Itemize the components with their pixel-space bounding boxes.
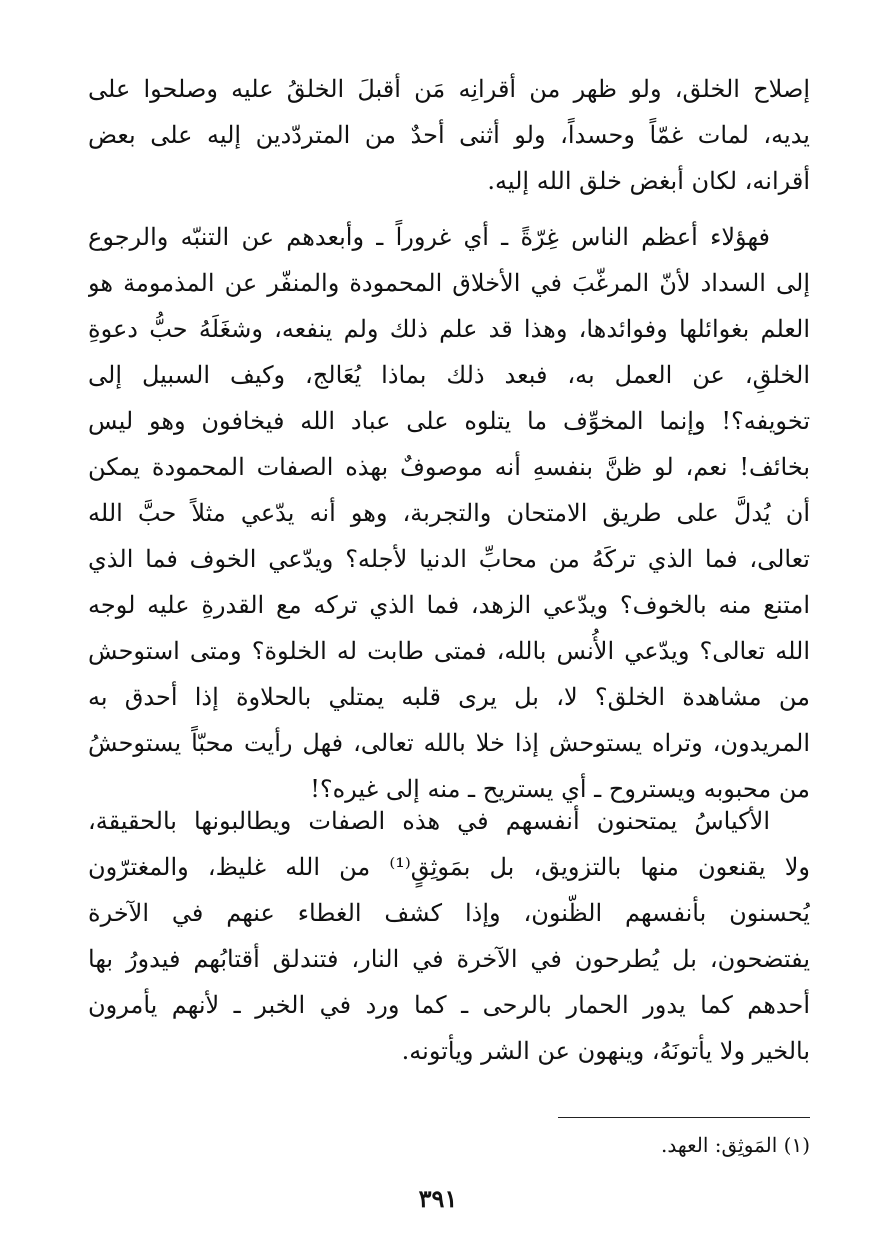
text-line: من مشاهدة الخلق؟ لا، بل يرى قلبه يمتلي بالحلاوة إذا أحدق به <box>88 683 810 711</box>
text-line: يديه، لمات غمّاً وحسداً، ولو أثنى أحدٌ من المتردّدين إليه على بعض <box>88 121 810 149</box>
text-line: بالخير ولا يأتونَهُ، وينهون عن الشر ويأتونه. <box>401 1037 810 1065</box>
text-line: من محبوبه ويستروح ـ أي يستريح ـ منه إلى غيره؟! <box>310 775 810 803</box>
text-line: امتنع منه بالخوف؟ ويدّعي الزهد، فما الذي تركه مع القدرةِ عليه لوجه <box>88 591 810 619</box>
text-line: إصلاح الخلق، ولو ظهر من أقرانِه مَن أقبلَ الخلقُ عليه وصلحوا على <box>88 75 810 103</box>
footnote-divider <box>558 1117 810 1118</box>
page-number: ٣٩١ <box>418 1184 458 1213</box>
text-line: أحدهم كما يدور الحمار بالرحى ـ كما ورد في الخبر ـ لأنهم يأمرون <box>88 991 810 1019</box>
text-line: فهؤلاء أعظم الناس غِرّةً ـ أي غروراً ـ وأبعدهم عن التنبّه والرجوع <box>88 223 770 251</box>
text-line: أقرانه، لكان أبغض خلق الله إليه. <box>487 167 810 195</box>
text-line: المريدون، وتراه يستوحش إذا خلا بالله تعالى، فهل رأيت محبّاً يستوحشُ <box>88 729 810 757</box>
text-line: تعالى، فما الذي تركَهُ من محابِّ الدنيا لأجله؟ ويدّعي الخوف فما الذي <box>88 545 810 573</box>
paragraph-2 <box>88 214 810 812</box>
text-line: يُحسنون بأنفسهم الظّنون، وإذا كشف الغطاء عنهم في الآخرة <box>88 899 810 927</box>
text-line: يفتضحون، بل يُطرحون في الآخرة في النار، فتندلق أقتابُهم فيدورُ بها <box>88 945 810 973</box>
paragraph-1 <box>88 66 810 204</box>
text-line: الله تعالى؟ ويدّعي الأُنس بالله، فمتى طابت له الخلوة؟ ومتى استوحش <box>88 637 810 665</box>
text-line: بخائف! نعم، لو ظنَّ بنفسهِ أنه موصوفٌ بهذه الصفات المحمودة يمكن <box>88 453 810 481</box>
text-line: الخلقِ، عن العمل به، فبعد ذلك بماذا يُعَالج، وكيف السبيل إلى <box>88 361 810 389</box>
text-line: الأكياسُ يمتحنون أنفسهم في هذه الصفات ويطالبونها بالحقيقة، <box>88 807 770 835</box>
footnote: (١) المَوثِق: العهد. <box>661 1133 810 1157</box>
text-line: أن يُدلَّ على طريق الامتحان والتجربة، وهو أنه يدّعي مثلاً حبَّ الله <box>88 499 810 527</box>
paragraph-3 <box>88 798 810 1074</box>
text-line: العلم بغوائلها وفوائدها، وهذا قد علم ذلك ولم ينفعه، وشغَلَهُ حبُّ دعوةِ <box>88 315 810 343</box>
text-line: إلى السداد لأنّ المرغّبَ في الأخلاق المحمودة والمنفّر عن المذمومة هو <box>88 269 810 297</box>
text-line: ولا يقنعون منها بالتزويق، بل بمَوثِقٍ⁽¹⁾ من الله غليظ، والمغترّون <box>88 853 810 881</box>
text-line: تخويفه؟! وإنما المخوِّف ما يتلوه على عباد الله فيخافون وهو ليس <box>88 407 810 435</box>
